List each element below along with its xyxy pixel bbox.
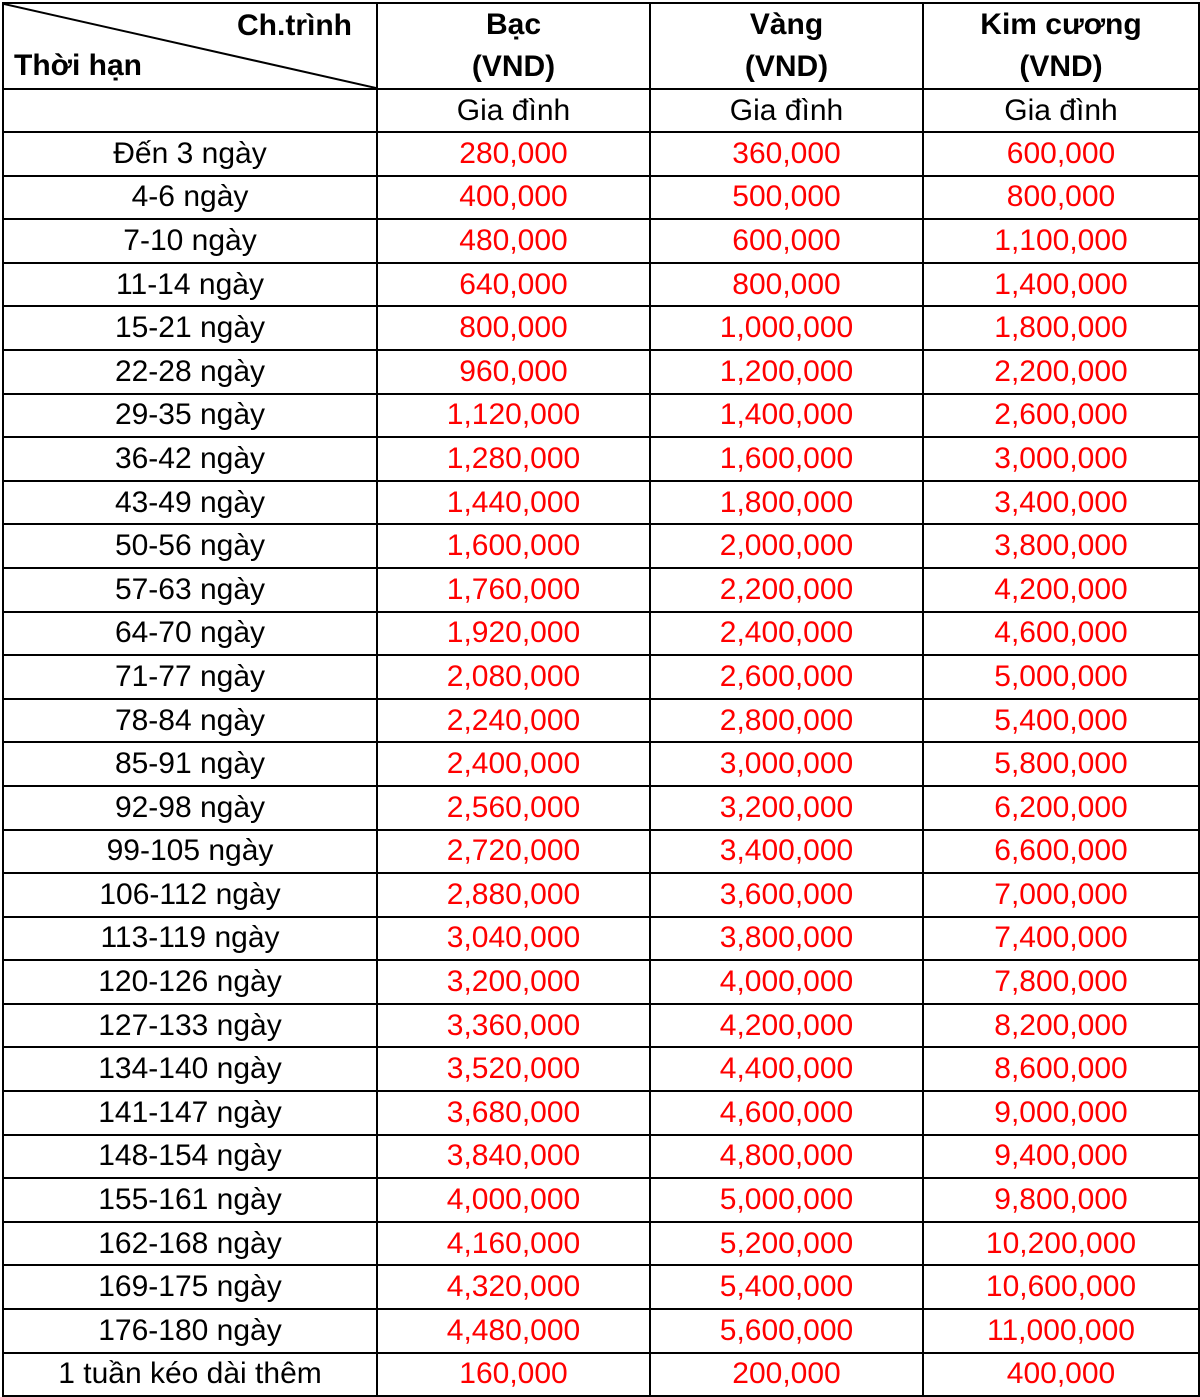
price-bac-cell: 800,000 xyxy=(377,306,650,350)
price-kim-cuong-cell: 3,800,000 xyxy=(923,524,1199,568)
subheader-cell: Gia đình xyxy=(377,89,650,132)
price-vang-cell: 200,000 xyxy=(650,1353,923,1397)
table-row xyxy=(3,612,1199,656)
price-vang-cell: 3,600,000 xyxy=(650,873,923,917)
price-vang-cell: 2,800,000 xyxy=(650,699,923,743)
price-vang-cell: 1,600,000 xyxy=(650,437,923,481)
term-cell: Đến 3 ngày xyxy=(3,132,377,176)
table-row xyxy=(3,568,1199,612)
price-vang-cell: 5,600,000 xyxy=(650,1309,923,1353)
price-vang-cell: 3,000,000 xyxy=(650,742,923,786)
table-row xyxy=(3,1353,1199,1397)
subheader-row xyxy=(3,89,1199,132)
price-bac-cell: 160,000 xyxy=(377,1353,650,1397)
price-bac-cell: 3,200,000 xyxy=(377,960,650,1004)
price-kim-cuong-cell: 400,000 xyxy=(923,1353,1199,1397)
price-kim-cuong-cell: 1,800,000 xyxy=(923,306,1199,350)
price-vang-cell: 600,000 xyxy=(650,219,923,263)
term-cell: 120-126 ngày xyxy=(3,960,377,1004)
price-bac-cell: 3,680,000 xyxy=(377,1091,650,1135)
price-bac-cell: 1,920,000 xyxy=(377,612,650,656)
price-bac-cell: 3,520,000 xyxy=(377,1047,650,1091)
term-cell: 15-21 ngày xyxy=(3,306,377,350)
price-kim-cuong-cell: 9,400,000 xyxy=(923,1135,1199,1179)
price-bac-cell: 2,720,000 xyxy=(377,830,650,874)
price-kim-cuong-cell: 9,000,000 xyxy=(923,1091,1199,1135)
price-vang-cell: 4,600,000 xyxy=(650,1091,923,1135)
price-kim-cuong-cell: 8,200,000 xyxy=(923,1004,1199,1048)
price-bac-cell: 960,000 xyxy=(377,350,650,394)
table-row xyxy=(3,306,1199,350)
term-cell: 169-175 ngày xyxy=(3,1265,377,1309)
table-row xyxy=(3,219,1199,263)
plan-name: Kim cương xyxy=(980,8,1142,41)
price-kim-cuong-cell: 5,400,000 xyxy=(923,699,1199,743)
price-vang-cell: 4,200,000 xyxy=(650,1004,923,1048)
term-cell: 4-6 ngày xyxy=(3,176,377,220)
price-bac-cell: 2,560,000 xyxy=(377,786,650,830)
price-vang-cell: 4,400,000 xyxy=(650,1047,923,1091)
table-row xyxy=(3,786,1199,830)
plan-name: Bạc xyxy=(485,8,542,41)
term-cell: 113-119 ngày xyxy=(3,917,377,961)
term-cell: 1 tuần kéo dài thêm xyxy=(3,1353,377,1397)
price-kim-cuong-cell: 3,400,000 xyxy=(923,481,1199,525)
price-vang-cell: 4,000,000 xyxy=(650,960,923,1004)
price-vang-cell: 500,000 xyxy=(650,176,923,220)
term-cell: 148-154 ngày xyxy=(3,1135,377,1179)
price-vang-cell: 1,400,000 xyxy=(650,394,923,438)
price-vang-cell: 2,600,000 xyxy=(650,655,923,699)
price-bac-cell: 1,600,000 xyxy=(377,524,650,568)
table-row xyxy=(3,1309,1199,1353)
table-row xyxy=(3,742,1199,786)
price-vang-cell: 2,400,000 xyxy=(650,612,923,656)
price-bac-cell: 480,000 xyxy=(377,219,650,263)
table-row xyxy=(3,394,1199,438)
price-vang-cell: 1,000,000 xyxy=(650,306,923,350)
term-cell: 155-161 ngày xyxy=(3,1178,377,1222)
price-kim-cuong-cell: 6,600,000 xyxy=(923,830,1199,874)
price-rows xyxy=(3,132,1199,1396)
price-bac-cell: 3,360,000 xyxy=(377,1004,650,1048)
plan-header-bac xyxy=(377,3,650,89)
price-kim-cuong-cell: 4,600,000 xyxy=(923,612,1199,656)
price-bac-cell: 4,160,000 xyxy=(377,1222,650,1266)
price-vang-cell: 4,800,000 xyxy=(650,1135,923,1179)
price-vang-cell: 3,400,000 xyxy=(650,830,923,874)
price-bac-cell: 2,240,000 xyxy=(377,699,650,743)
table-row xyxy=(3,1222,1199,1266)
table-row xyxy=(3,655,1199,699)
price-kim-cuong-cell: 800,000 xyxy=(923,176,1199,220)
price-vang-cell: 1,200,000 xyxy=(650,350,923,394)
diagonal-header-cell xyxy=(3,3,377,89)
duration-axis-label: Thời hạn xyxy=(14,49,142,82)
table-row xyxy=(3,699,1199,743)
table-row xyxy=(3,350,1199,394)
table-row xyxy=(3,960,1199,1004)
price-vang-cell: 360,000 xyxy=(650,132,923,176)
price-bac-cell: 4,000,000 xyxy=(377,1178,650,1222)
price-kim-cuong-cell: 1,100,000 xyxy=(923,219,1199,263)
price-bac-cell: 400,000 xyxy=(377,176,650,220)
price-bac-cell: 280,000 xyxy=(377,132,650,176)
table-row xyxy=(3,830,1199,874)
term-cell: 22-28 ngày xyxy=(3,350,377,394)
price-bac-cell: 640,000 xyxy=(377,263,650,307)
table-row xyxy=(3,1047,1199,1091)
price-kim-cuong-cell: 10,600,000 xyxy=(923,1265,1199,1309)
price-vang-cell: 3,200,000 xyxy=(650,786,923,830)
price-bac-cell: 4,480,000 xyxy=(377,1309,650,1353)
price-bac-cell: 2,880,000 xyxy=(377,873,650,917)
price-bac-cell: 1,760,000 xyxy=(377,568,650,612)
term-cell: 162-168 ngày xyxy=(3,1222,377,1266)
price-kim-cuong-cell: 2,200,000 xyxy=(923,350,1199,394)
price-kim-cuong-cell: 600,000 xyxy=(923,132,1199,176)
term-cell: 7-10 ngày xyxy=(3,219,377,263)
price-vang-cell: 2,200,000 xyxy=(650,568,923,612)
price-kim-cuong-cell: 5,800,000 xyxy=(923,742,1199,786)
term-cell: 99-105 ngày xyxy=(3,830,377,874)
price-kim-cuong-cell: 2,600,000 xyxy=(923,394,1199,438)
term-cell: 43-49 ngày xyxy=(3,481,377,525)
term-cell: 64-70 ngày xyxy=(3,612,377,656)
header-row xyxy=(3,3,1199,89)
price-bac-cell: 1,280,000 xyxy=(377,437,650,481)
table-row xyxy=(3,481,1199,525)
price-bac-cell: 3,840,000 xyxy=(377,1135,650,1179)
price-kim-cuong-cell: 1,400,000 xyxy=(923,263,1199,307)
price-vang-cell: 3,800,000 xyxy=(650,917,923,961)
plan-unit: (VND) xyxy=(1019,50,1103,83)
table-row xyxy=(3,1135,1199,1179)
term-cell: 176-180 ngày xyxy=(3,1309,377,1353)
price-bac-cell: 1,120,000 xyxy=(377,394,650,438)
price-kim-cuong-cell: 7,000,000 xyxy=(923,873,1199,917)
term-cell: 106-112 ngày xyxy=(3,873,377,917)
plan-unit: (VND) xyxy=(471,50,556,83)
table-row xyxy=(3,1178,1199,1222)
price-bac-cell: 2,080,000 xyxy=(377,655,650,699)
price-kim-cuong-cell: 4,200,000 xyxy=(923,568,1199,612)
term-cell: 57-63 ngày xyxy=(3,568,377,612)
price-kim-cuong-cell: 8,600,000 xyxy=(923,1047,1199,1091)
price-bac-cell: 1,440,000 xyxy=(377,481,650,525)
plan-unit: (VND) xyxy=(744,50,829,83)
table-row xyxy=(3,1265,1199,1309)
price-bac-cell: 2,400,000 xyxy=(377,742,650,786)
term-cell: 134-140 ngày xyxy=(3,1047,377,1091)
plan-header-kim-cuong xyxy=(923,3,1199,89)
table-row xyxy=(3,917,1199,961)
term-cell: 50-56 ngày xyxy=(3,524,377,568)
price-kim-cuong-cell: 9,800,000 xyxy=(923,1178,1199,1222)
price-vang-cell: 2,000,000 xyxy=(650,524,923,568)
term-cell: 36-42 ngày xyxy=(3,437,377,481)
plan-header-vang xyxy=(650,3,923,89)
price-kim-cuong-cell: 10,200,000 xyxy=(923,1222,1199,1266)
plan-name: Vàng xyxy=(749,8,824,41)
price-vang-cell: 5,200,000 xyxy=(650,1222,923,1266)
term-cell: 85-91 ngày xyxy=(3,742,377,786)
price-kim-cuong-cell: 3,000,000 xyxy=(923,437,1199,481)
price-kim-cuong-cell: 5,000,000 xyxy=(923,655,1199,699)
price-kim-cuong-cell: 7,400,000 xyxy=(923,917,1199,961)
term-cell: 71-77 ngày xyxy=(3,655,377,699)
term-cell: 92-98 ngày xyxy=(3,786,377,830)
price-kim-cuong-cell: 7,800,000 xyxy=(923,960,1199,1004)
table-row xyxy=(3,263,1199,307)
program-axis-label: Ch.trình xyxy=(237,9,352,42)
subheader-empty-cell xyxy=(3,89,377,132)
price-kim-cuong-cell: 6,200,000 xyxy=(923,786,1199,830)
price-table xyxy=(2,2,1200,1397)
table-row xyxy=(3,873,1199,917)
subheader-cell: Gia đình xyxy=(650,89,923,132)
term-cell: 11-14 ngày xyxy=(3,263,377,307)
term-cell: 141-147 ngày xyxy=(3,1091,377,1135)
table-row xyxy=(3,176,1199,220)
price-vang-cell: 1,800,000 xyxy=(650,481,923,525)
table-row xyxy=(3,437,1199,481)
price-kim-cuong-cell: 11,000,000 xyxy=(923,1309,1199,1353)
price-vang-cell: 5,000,000 xyxy=(650,1178,923,1222)
price-bac-cell: 3,040,000 xyxy=(377,917,650,961)
term-cell: 78-84 ngày xyxy=(3,699,377,743)
table-row xyxy=(3,1091,1199,1135)
price-vang-cell: 800,000 xyxy=(650,263,923,307)
subheader-cell: Gia đình xyxy=(923,89,1199,132)
table-row xyxy=(3,132,1199,176)
price-vang-cell: 5,400,000 xyxy=(650,1265,923,1309)
table-row xyxy=(3,1004,1199,1048)
term-cell: 29-35 ngày xyxy=(3,394,377,438)
table-row xyxy=(3,524,1199,568)
price-bac-cell: 4,320,000 xyxy=(377,1265,650,1309)
term-cell: 127-133 ngày xyxy=(3,1004,377,1048)
